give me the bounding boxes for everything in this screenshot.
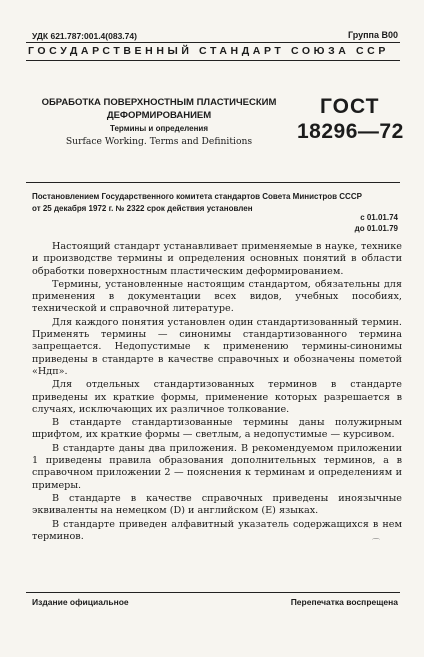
decree-text [32, 191, 402, 214]
paragraph: Термины, установленные настоящим стандартом, обязательны для применения в документации всех видов, учебных пособиях, технической и справочной литературе. [32, 278, 402, 315]
paragraph: Настоящий стандарт устанавливает применяемые в науке, технике и производстве термины и определения основных понятий в области обработки поверхностным пластическим деформированием. [32, 241, 402, 277]
footer-rule [26, 592, 400, 593]
valid-to: до 01.01.79 [354, 224, 398, 233]
decree-line1: Постановлением Государственного комитета стандартов Совета Министров СССР [32, 192, 362, 201]
body-text [32, 241, 402, 544]
paragraph: В стандарте приведен алфавитный указатель содержащихся в нем терминов. [32, 518, 402, 542]
decree-line2: от 25 декабря 1972 г. № 2322 срок действия установлен [32, 203, 253, 213]
document-title [38, 97, 280, 122]
standard-title: ГОСУДАРСТВЕННЫЙ СТАНДАРТ СОЮЗА ССР [28, 45, 389, 57]
valid-from: с 01.01.74 [360, 213, 398, 222]
document-subtitle: Термины и определения [109, 124, 208, 133]
reprint-prohibited-note: Перепечатка воспрещена [290, 597, 398, 607]
scan-mark-icon: ⌒ [372, 538, 380, 547]
udk-code: УДК 621.787:001.4(083.74) [32, 31, 137, 41]
header-rule-bottom [26, 60, 400, 61]
paragraph: В стандарте стандартизованные термины даны полужирным шрифтом, их краткие формы — светлым, а недопустимые — курсивом. [32, 417, 402, 441]
decree-rule [26, 182, 400, 183]
paragraph: В стандарте даны два приложения. В рекомендуемом приложении 1 приведены правила образования дополнительных терминов, а в справочном приложении 2 — пояснения к терминам и определениям и примеры. [32, 442, 402, 491]
header-rule-top [26, 42, 400, 43]
document-title-line2: ДЕФОРМИРОВАНИЕМ [106, 109, 212, 121]
gost-label: ГОСТ [320, 95, 380, 118]
english-title: Surface Working. Terms and Definitions [65, 136, 253, 147]
gost-number: 18296—72 [297, 120, 404, 143]
official-edition-note: Издание официальное [32, 597, 129, 607]
paragraph: Для отдельных стандартизованных терминов в стандарте приведены их краткие формы, применение которых разрешается в случаях, исключающих их различное толкование. [32, 379, 402, 415]
paragraph: Для каждого понятия установлен один стандартизованный термин. Применять термины — синонимы стандартизованного термина запрещается. Недопустимые к применению термины-синонимы приведены в стандарте в качестве справочных и обозначены пометой «Ндп». [32, 316, 402, 377]
paragraph: В стандарте в качестве справочных приведены иноязычные эквиваленты на немецком (D) и английском (E) языках. [32, 492, 402, 517]
document-title-line1: ОБРАБОТКА ПОВЕРХНОСТНЫМ ПЛАСТИЧЕСКИМ [41, 97, 277, 108]
group-code: Группа В00 [347, 30, 398, 40]
